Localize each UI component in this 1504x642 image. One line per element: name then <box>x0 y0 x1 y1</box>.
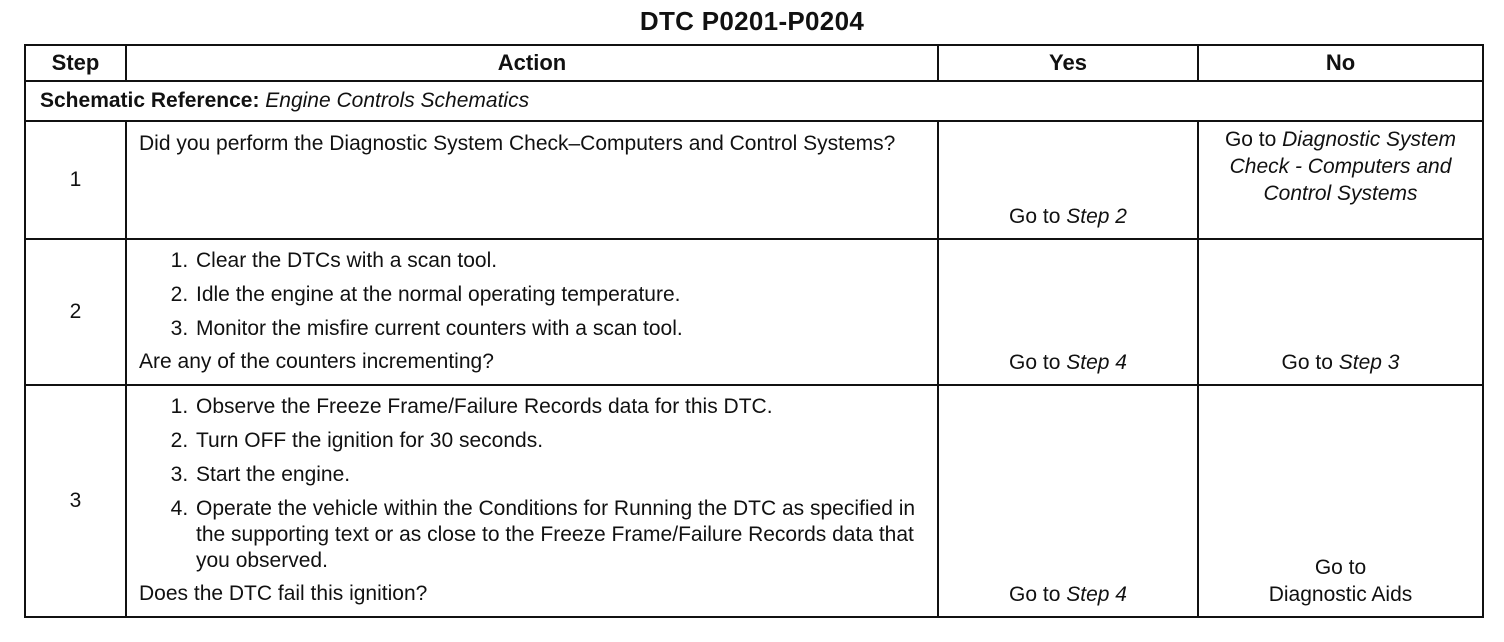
schematic-reference <box>25 81 1483 121</box>
diagnostic-table <box>24 44 1484 618</box>
action-item: 4. Operate the vehicle within the Conditions for Running the DTC as specified in the supporting text or as close to the Freeze Frame/Failure Records data that you observed. <box>194 496 923 574</box>
no-target: Diagnostic System Check - Computers and Control Systems <box>1229 128 1457 205</box>
action-cell <box>126 121 938 239</box>
yes-target: Step 4 <box>1066 351 1127 374</box>
action-item: 2. Turn OFF the ignition for 30 seconds. <box>194 428 923 454</box>
yes-prefix: Go to <box>1009 583 1067 606</box>
yes-prefix: Go to <box>1009 351 1067 374</box>
yes-target: Step 2 <box>1066 205 1127 228</box>
table-row <box>25 385 1483 617</box>
yes-prefix: Go to <box>1009 205 1067 228</box>
action-item: 3. Monitor the misfire current counters with a scan tool. <box>194 316 923 342</box>
no-cell <box>1198 239 1483 385</box>
no-prefix: Go to <box>1281 351 1339 374</box>
header-row <box>25 45 1483 81</box>
table-row <box>25 121 1483 239</box>
header-action: Action <box>126 45 938 81</box>
action-question: Did you perform the Diagnostic System Check–Computers and Control Systems? <box>139 132 896 155</box>
no-prefix: Go to <box>1314 556 1367 579</box>
action-cell <box>126 385 938 617</box>
step-number: 1 <box>25 121 126 239</box>
action-item: 3. Start the engine. <box>194 462 923 488</box>
no-cell <box>1198 121 1483 239</box>
schematic-label: Schematic Reference: <box>40 89 260 112</box>
header-no: No <box>1198 45 1483 81</box>
action-question: Does the DTC fail this ignition? <box>139 582 428 605</box>
no-target: Diagnostic Aids <box>1268 583 1413 606</box>
step-number: 3 <box>25 385 126 617</box>
yes-target: Step 4 <box>1066 583 1127 606</box>
schematic-row <box>25 81 1483 121</box>
action-list <box>139 248 923 342</box>
header-yes: Yes <box>938 45 1198 81</box>
no-prefix: Go to <box>1224 128 1283 151</box>
yes-cell <box>938 385 1198 617</box>
yes-cell <box>938 121 1198 239</box>
action-cell <box>126 239 938 385</box>
no-target: Step 3 <box>1338 351 1400 374</box>
action-item: 2. Idle the engine at the normal operating temperature. <box>194 282 923 308</box>
no-cell <box>1198 385 1483 617</box>
header-step: Step <box>25 45 126 81</box>
action-question: Are any of the counters incrementing? <box>139 350 494 373</box>
action-item: 1. Clear the DTCs with a scan tool. <box>194 248 923 274</box>
action-list <box>139 394 923 574</box>
page-title: DTC P0201-P0204 <box>639 6 865 36</box>
table-row <box>25 239 1483 385</box>
action-item: 1. Observe the Freeze Frame/Failure Records data for this DTC. <box>194 394 923 420</box>
schematic-ref: Engine Controls Schematics <box>265 89 530 112</box>
step-number: 2 <box>25 239 126 385</box>
yes-cell <box>938 239 1198 385</box>
